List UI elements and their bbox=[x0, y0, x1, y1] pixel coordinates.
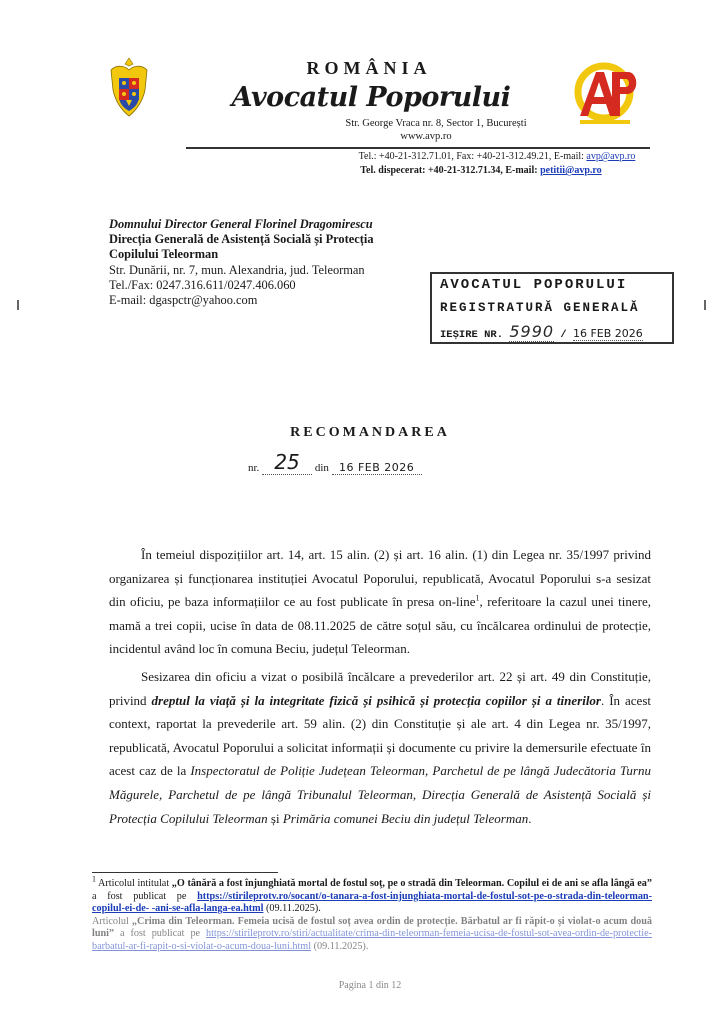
p1-text-b: , referitoare la cazul unei tinere, mamă a trei copii, ucise în data de 08.11.2025 de către soțul său, cu încălcarea ordinului de protecție, incidentul având loc în comuna Beciu, județul Teleorman. bbox=[109, 594, 652, 657]
margin-mark-right bbox=[704, 300, 706, 310]
dispatch-email-link[interactable]: petitii@avp.ro bbox=[540, 165, 602, 176]
paragraph-1 bbox=[109, 543, 651, 661]
recipient-email: E-mail: dgaspctr@yahoo.com bbox=[109, 293, 258, 308]
dispatch-text: Tel. dispecerat: +40-21-312.71.34, E-mail: bbox=[360, 165, 541, 176]
recipient-telfax: Tel./Fax: 0247.316.611/0247.406.060 bbox=[109, 277, 296, 292]
recipient-org-line1: Direcția Generală de Asistență Socială și Protecția bbox=[109, 232, 374, 247]
footnote-1-number: 1 bbox=[92, 874, 96, 884]
p2-end: . bbox=[528, 810, 532, 826]
stamp-exit-label: IEȘIRE NR. bbox=[440, 329, 504, 341]
p2-text-c: și bbox=[267, 810, 283, 826]
contact-text: Tel.: +40-21-312.71.01, Fax: +40-21-312.49.21, E-mail: bbox=[358, 151, 587, 162]
footnote-ref-1: 1 bbox=[475, 593, 480, 603]
footnote-2-text-a: Articolul bbox=[92, 915, 132, 927]
footnote-1-text-a: Articolul intitulat bbox=[96, 878, 172, 889]
footnote-1-title: „O tânără a fost înjunghiată mortal de fostul soț, pe o stradă din Teleorman. Copilul ei de ani se afla lângă ea” bbox=[171, 878, 652, 889]
p2-emphasis-and: și bbox=[415, 692, 434, 708]
recipient-block bbox=[109, 217, 439, 308]
registry-stamp bbox=[430, 272, 674, 344]
recipient-address: Str. Dunării, nr. 7, mun. Alexandria, jud. Teleorman bbox=[109, 262, 365, 277]
footnote-1-link[interactable]: https://stirileprotv.ro/socant/o-tanara-a-fost-injunghiata-mortal-de-fostul-sot-pe-o-strada-din-teleorman-copilul-ei-de- -ani-se-afla-langa-ea.html bbox=[92, 890, 652, 915]
recommendation-date: 16 FEB 2026 bbox=[332, 461, 422, 475]
stamp-institution: AVOCATUL POPORULUI bbox=[440, 277, 628, 293]
footnote-1-text-b: a fost publicat pe bbox=[92, 890, 198, 902]
footnotes bbox=[92, 874, 652, 954]
contact-email-link[interactable]: avp@avp.ro bbox=[586, 151, 636, 162]
contact-line bbox=[0, 151, 724, 162]
document-body bbox=[109, 543, 651, 830]
footnote-2-date: (09.11.2025). bbox=[311, 940, 369, 952]
p2-municipality: Primăria comunei Beciu din județul Teleorman bbox=[282, 810, 529, 826]
country-name: ROMÂNIA bbox=[306, 58, 432, 78]
stamp-date: 16 FEB 2026 bbox=[572, 327, 643, 340]
stamp-number: 5990 bbox=[509, 322, 555, 341]
recommendation-number-line bbox=[248, 452, 422, 477]
footnote-2-title: „Crima din Teleorman. Femeia ucisă de fostul soț avea ordin de protecție. Bărbatul ar fi răpit-o și violat-o acum două luni” bbox=[92, 915, 652, 940]
p2-text-b: . În acest context, raportat la prevederile art. 59 alin. (2) din Constituție și ale art. 4 din Legea nr. 35/1997, republicată, Avocatul Poporului a solicitat informații și documente cu privire la demersurile efectuate în acest caz de la bbox=[109, 692, 651, 779]
stamp-registry: REGISTRATURĂ GENERALĂ bbox=[440, 301, 640, 315]
page-number: Pagina 1 din 12 bbox=[338, 980, 402, 991]
footnote-divider bbox=[92, 872, 278, 873]
p1-text-a: În temeiul dispozițiilor art. 14, art. 15 alin. (2) și art. 16 alin. (1) din Legea nr. 35/1997 privind organizarea și funcționarea instituției Avocatul Poporului, republicată, Avocatul Poporului s-a sesizat din oficiu, pe baza informațiilor ce au fost publicate în presa on-line bbox=[109, 547, 651, 610]
footnote-1 bbox=[92, 874, 652, 916]
paragraph-2 bbox=[109, 665, 651, 830]
document-title: RECOMANDAREA bbox=[290, 425, 450, 440]
footnote-2-link[interactable]: https://stirileprotv.ro/stiri/actualitate/crima-din-teleorman-femeia-ucisa-de-fostul-sot-avea-ordin-de-protectie-barbatul-ar-fi-rapit-o-si-violat-o-acum-doua-luni.html bbox=[92, 928, 652, 952]
footnote-1-date: (09.11.2025). bbox=[263, 903, 321, 915]
dispatch-line bbox=[0, 165, 724, 176]
institution-website[interactable]: www.avp.ro bbox=[400, 131, 452, 142]
footnote-2-text-b: a fost publicat pe bbox=[114, 928, 206, 940]
p2-institutions: Inspectoratul de Poliție Județean Teleorman, Parchetul de pe lângă Judecătoria Turnu Măgurele, Parchetul de pe lângă Tribunalul Teleorman, Direcția Generală de Asistență Socială și Protecția Copilului Teleorman bbox=[109, 763, 651, 826]
recipient-name: Domnului Director General Florinel Dragomirescu bbox=[109, 217, 373, 231]
nr-label: nr. bbox=[248, 462, 260, 474]
p2-emphasis-1: dreptul la viață și la integritate fizică și psihică bbox=[151, 692, 416, 708]
header-divider bbox=[186, 147, 650, 149]
recommendation-number: 25 bbox=[262, 450, 312, 475]
institution-address: Str. George Vraca nr. 8, Sector 1, București bbox=[345, 118, 527, 129]
p2-text-a: Sesizarea din oficiu a vizat o posibilă încălcare a prevederilor art. 22 și art. 49 din Constituție, privind bbox=[109, 668, 651, 708]
recipient-org-line2: Copilului Teleorman bbox=[109, 247, 219, 262]
footnote-2 bbox=[92, 916, 652, 954]
p2-emphasis-2: protecția copiilor și a tinerilor bbox=[433, 692, 601, 708]
from-label: din bbox=[314, 462, 329, 474]
margin-mark-left bbox=[17, 300, 19, 310]
avocatul-poporului-logo-icon bbox=[566, 62, 644, 128]
institution-name: Avocatul Poporului bbox=[231, 82, 511, 113]
stamp-exit-line: IEȘIRE NR. 5990 / 16 FEB 2026 bbox=[440, 322, 643, 341]
